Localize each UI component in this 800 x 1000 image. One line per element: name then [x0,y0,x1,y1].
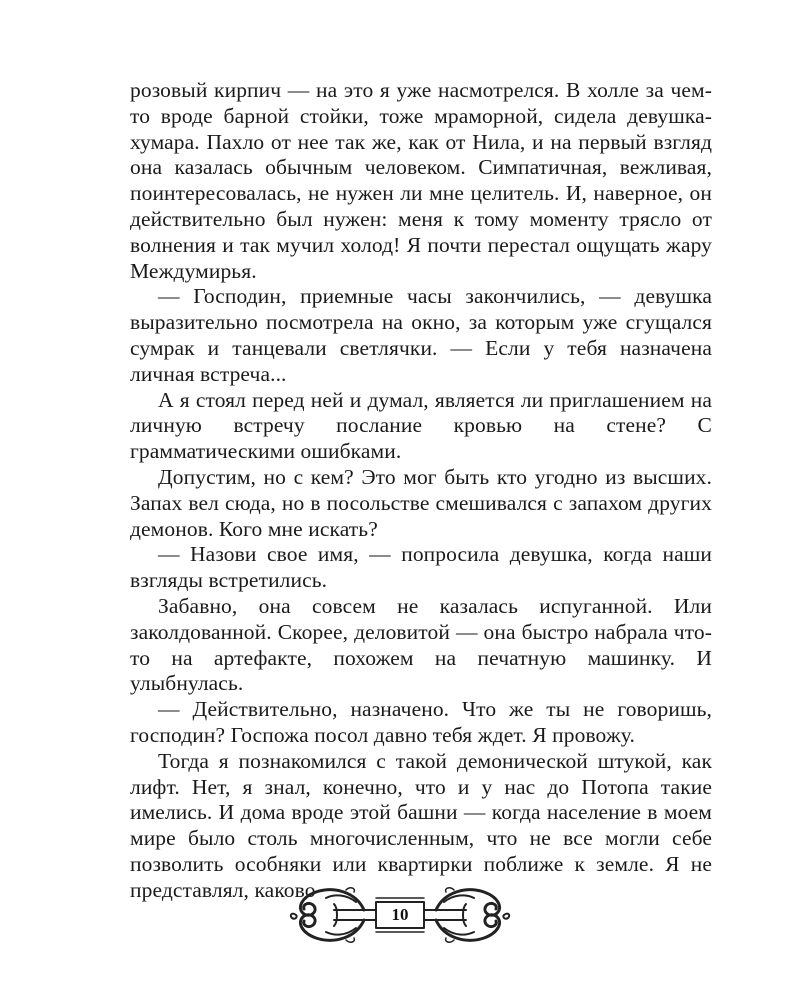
paragraph-7: — Действительно, назначено. Что же ты не говоришь, господин? Госпожа посол давно тебя ждет. Я провожу. [130,697,712,747]
paragraph-3: А я стоял перед ней и думал, является ли приглашением на личную встречу послание кровью на стене? С грамматическими ошибками. [130,387,712,464]
paragraph-6: Забавно, она совсем не казалась испуганной. Или заколдованной. Скорее, деловитой — она быстро набрала что-то на артефакте, похожем на печатную машинку. И улыбнулась. [130,593,712,696]
paragraph-8: Тогда я познакомился с такой демонической штукой, как лифт. Нет, я знал, конечно, что и у нас до Потопа такие имелись. И дома вроде этой башни — когда население в моем мире было столь многочисленным, что не все могли себе позволить особняки или квартирки поближе к земле. Я не представлял, каково [130,748,712,902]
body-text [130,78,712,904]
page-number: 10 [391,905,409,924]
paragraph-2: — Господин, приемные часы закончились, — девушка выразительно посмотрела на окно, за которым уже сгущался сумрак и танцевали светлячки. — Если у тебя назначена личная встреча... [130,284,712,386]
paragraph-1: розовый кирпич — на это я уже насмотрелся. В холле за чем-то вроде барной стойки, тоже мраморной, сидела девушка-хумара. Пахло от нее так же, как от Нила, и на первый взгляд она казалась обычным человеком. Симпатичная, вежливая, поинтересовалась, не нужен ли мне целитель. И, наверное, он действительно был нужен: меня к тому моменту трясло от волнения и так мучил холод! Я почти перестал ощущать жару Междумирья. [130,78,712,283]
page-footer [286,882,514,948]
paragraph-4: Допустим, но с кем? Это мог быть кто угодно из высших. Запах вел сюда, но в посольстве смешивался с запахом других демонов. Кого мне искать? [130,464,712,541]
paragraph-5: — Назови свое имя, — попросила девушка, когда наши взгляды встретились. [130,542,712,593]
